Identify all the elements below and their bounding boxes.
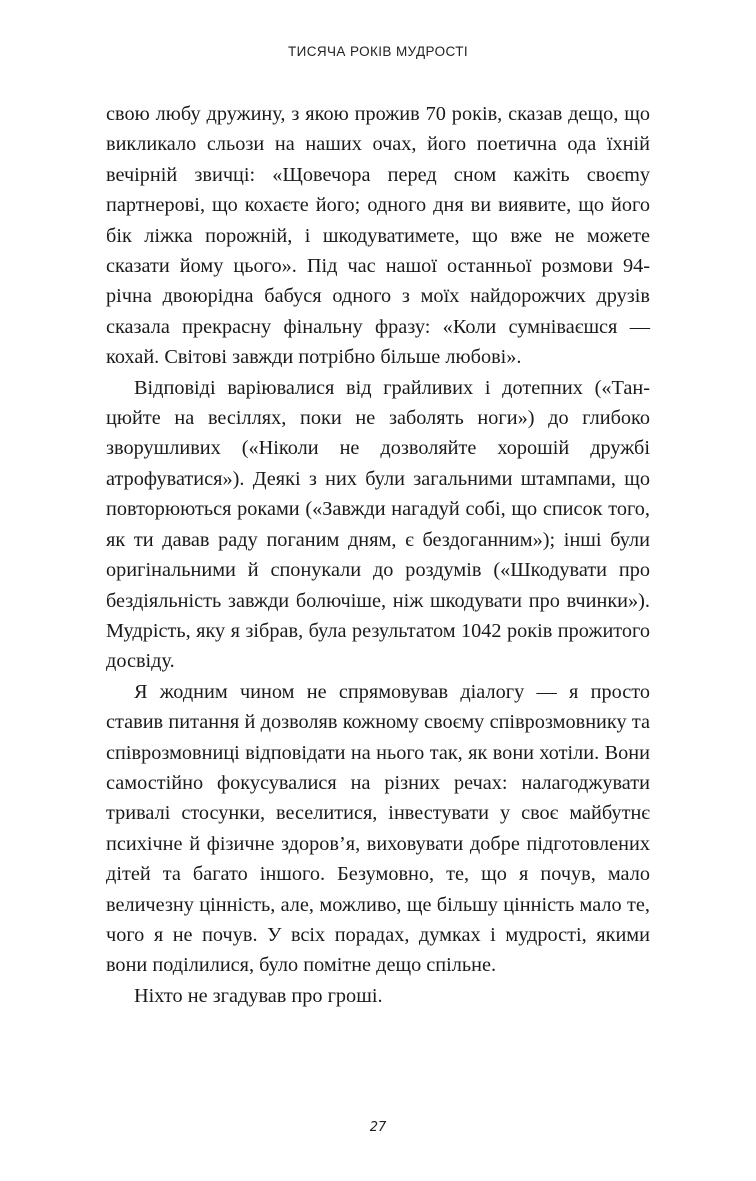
page-number: 27 xyxy=(369,1120,387,1135)
paragraph: Я жодним чином не спрямовував діалогу — я просто ставив питання й дозволяв кожному своєму співрозмовнику та співрозмовниці відповідати на нього так, як вони хотіли. Вони самостійно фокусувалися на різних речах: налагоджувати тривалі стосунки, веселитися, інвестувати у своє майбутнє психічне й фізичне здоров’я, виховувати добре підготовлених дітей та багато іншого. Безумовно, те, що я почув, мало величезну цінність, але, можливо, ще більшу цінність мало те, чого я не почув. У всіх порадах, думках і мудрості, якими вони поділилися, було помітне дещо спільне. xyxy=(106,680,650,977)
body-text xyxy=(106,99,650,1011)
paragraph: Ніхто не згадував про гроші. xyxy=(134,984,383,1007)
running-head: ТИСЯЧА РОКІВ МУДРОСТІ xyxy=(287,44,469,59)
paragraph: свою любу дружину, з якою прожив 70 років, сказав дещо, що викликало сльози на наших очах, його поетична ода їхній вечірній звичці: «Щовечора перед сном кажіть своєmу партнерові, що кохаєте його; одного дня ви виявите, що його бік ліжка порожній, і шкодуватимете, що вже не можете сказати йому цього». Під час нашої останньої розмови 94-річна двоюрідна бабуся одного з моїх найдорожчих друзів сказала прекрасну фінальну фразу: «Коли сумніваєшся — кохай. Світові завжди потрібно більше любові». xyxy=(106,103,650,369)
paragraph: Відповіді варіювалися від грайливих і дотепних («Танцюйте на весіллях, поки не заболять ноги») до глибоко зворушливих («Ніколи не дозволяйте хорошій дружбі атрофуватися»). Деякі з них були загальними штампами, що повторюються роками («Завжди нагадуй собі, що список того, як ти давав раду поганим дням, є бездоганним»); інші були оригінальними й спонукали до роздумів («Шкодувати про бездіяльність завжди болючіше, ніж шкодувати про вчинки»). Мудрість, яку я зібрав, була результатом 1042 років прожитого досвіду. xyxy=(106,376,650,673)
